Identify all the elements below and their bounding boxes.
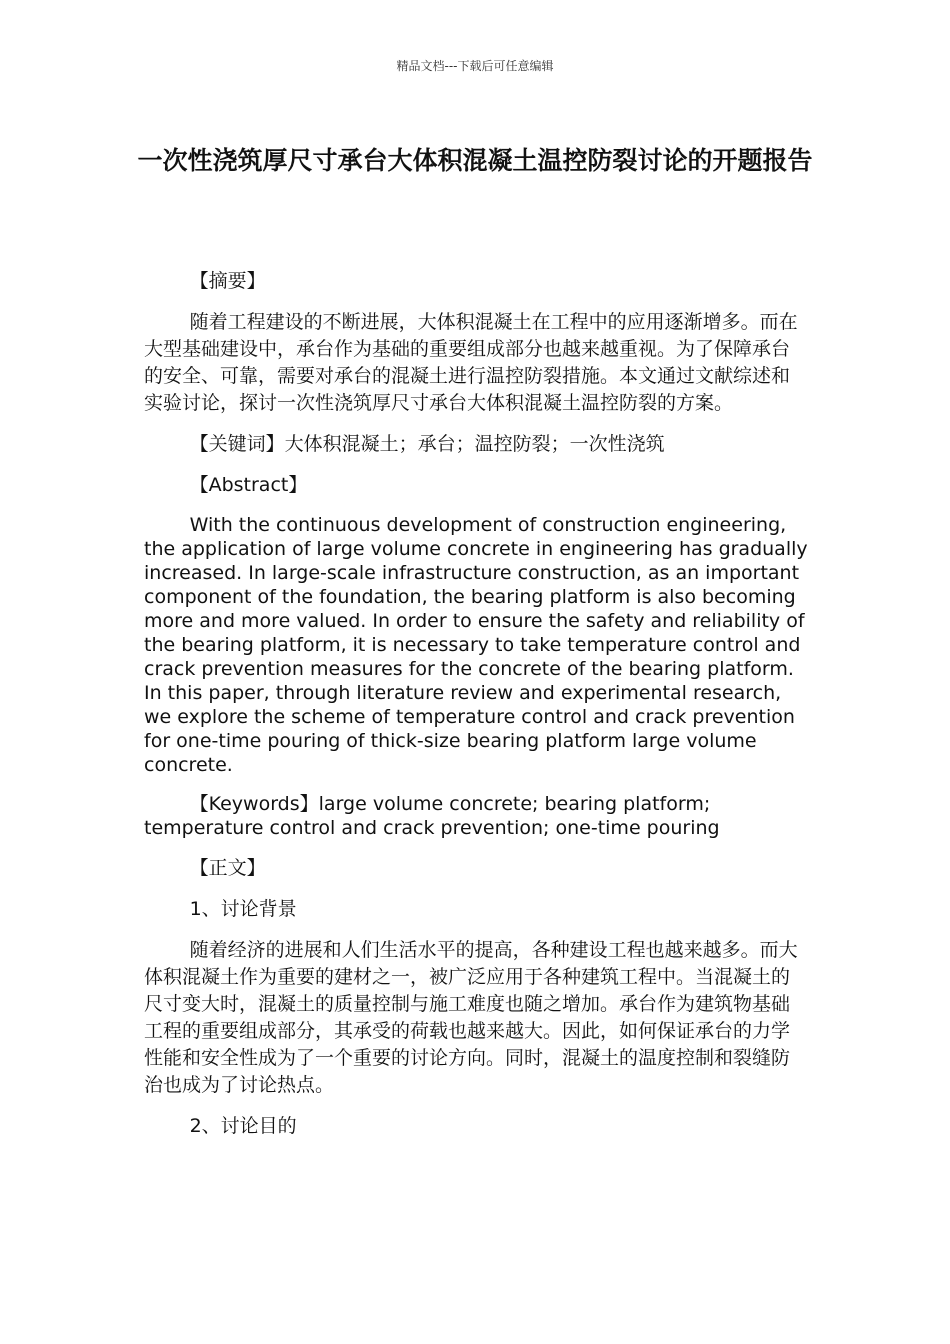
section-1-heading: 1、讨论背景 bbox=[189, 898, 297, 920]
abstract-en-label: 【Abstract】 bbox=[189, 474, 308, 496]
document-title: 一次性浇筑厚尺寸承台大体积混凝土温控防裂讨论的开题报告 bbox=[137, 146, 813, 175]
keywords-en: 【Keywords】large volume concrete; bearing platform; temperature control and crack prevention; one-time pouring bbox=[144, 793, 720, 839]
page-header-note: 精品文档---下载后可任意编辑 bbox=[396, 59, 554, 73]
document-body bbox=[144, 268, 808, 1154]
section-1-text: 随着经济的进展和人们生活水平的提高，各种建设工程也越来越多。而大体积混凝土作为重要的建材之一，被广泛应用于各种建筑工程中。当混凝土的尺寸变大时，混凝土的质量控制与施工难度也随之增加。承台作为建筑物基础工程的重要组成部分，其承受的荷载也越来越大。因此，如何保证承台的力学性能和安全性成为了一个重要的讨论方向。同时，混凝土的温度控制和裂缝防治也成为了讨论热点。 bbox=[144, 939, 798, 1096]
section-2-heading: 2、讨论目的 bbox=[189, 1115, 297, 1137]
abstract-en-text: With the continuous development of construction engineering, the application of large volume concrete in engineering has gradually increased. In large-scale infrastructure construction, as an important component of the foundation, the bearing platform is also becoming more and more valued. In order to ensure the safety and reliability of the bearing platform, it is necessary to take temperature control and crack prevention measures for the concrete of the bearing platform. In this paper, through literature review and experimental research, we explore the scheme of temperature control and crack prevention for one-time pouring of thick-size bearing platform large volume concrete. bbox=[144, 514, 808, 776]
abstract-cn-label: 【摘要】 bbox=[189, 270, 266, 292]
body-label: 【正文】 bbox=[189, 857, 266, 879]
keywords-cn: 【关键词】大体积混凝土；承台；温控防裂；一次性浇筑 bbox=[189, 433, 665, 455]
abstract-cn-text: 随着工程建设的不断进展，大体积混凝土在工程中的应用逐渐增多。而在大型基础建设中，承台作为基础的重要组成部分也越来越重视。为了保障承台的安全、可靠，需要对承台的混凝土进行温控防裂措施。本文通过文献综述和实验讨论，探讨一次性浇筑厚尺寸承台大体积混凝土温控防裂的方案。 bbox=[144, 311, 798, 414]
